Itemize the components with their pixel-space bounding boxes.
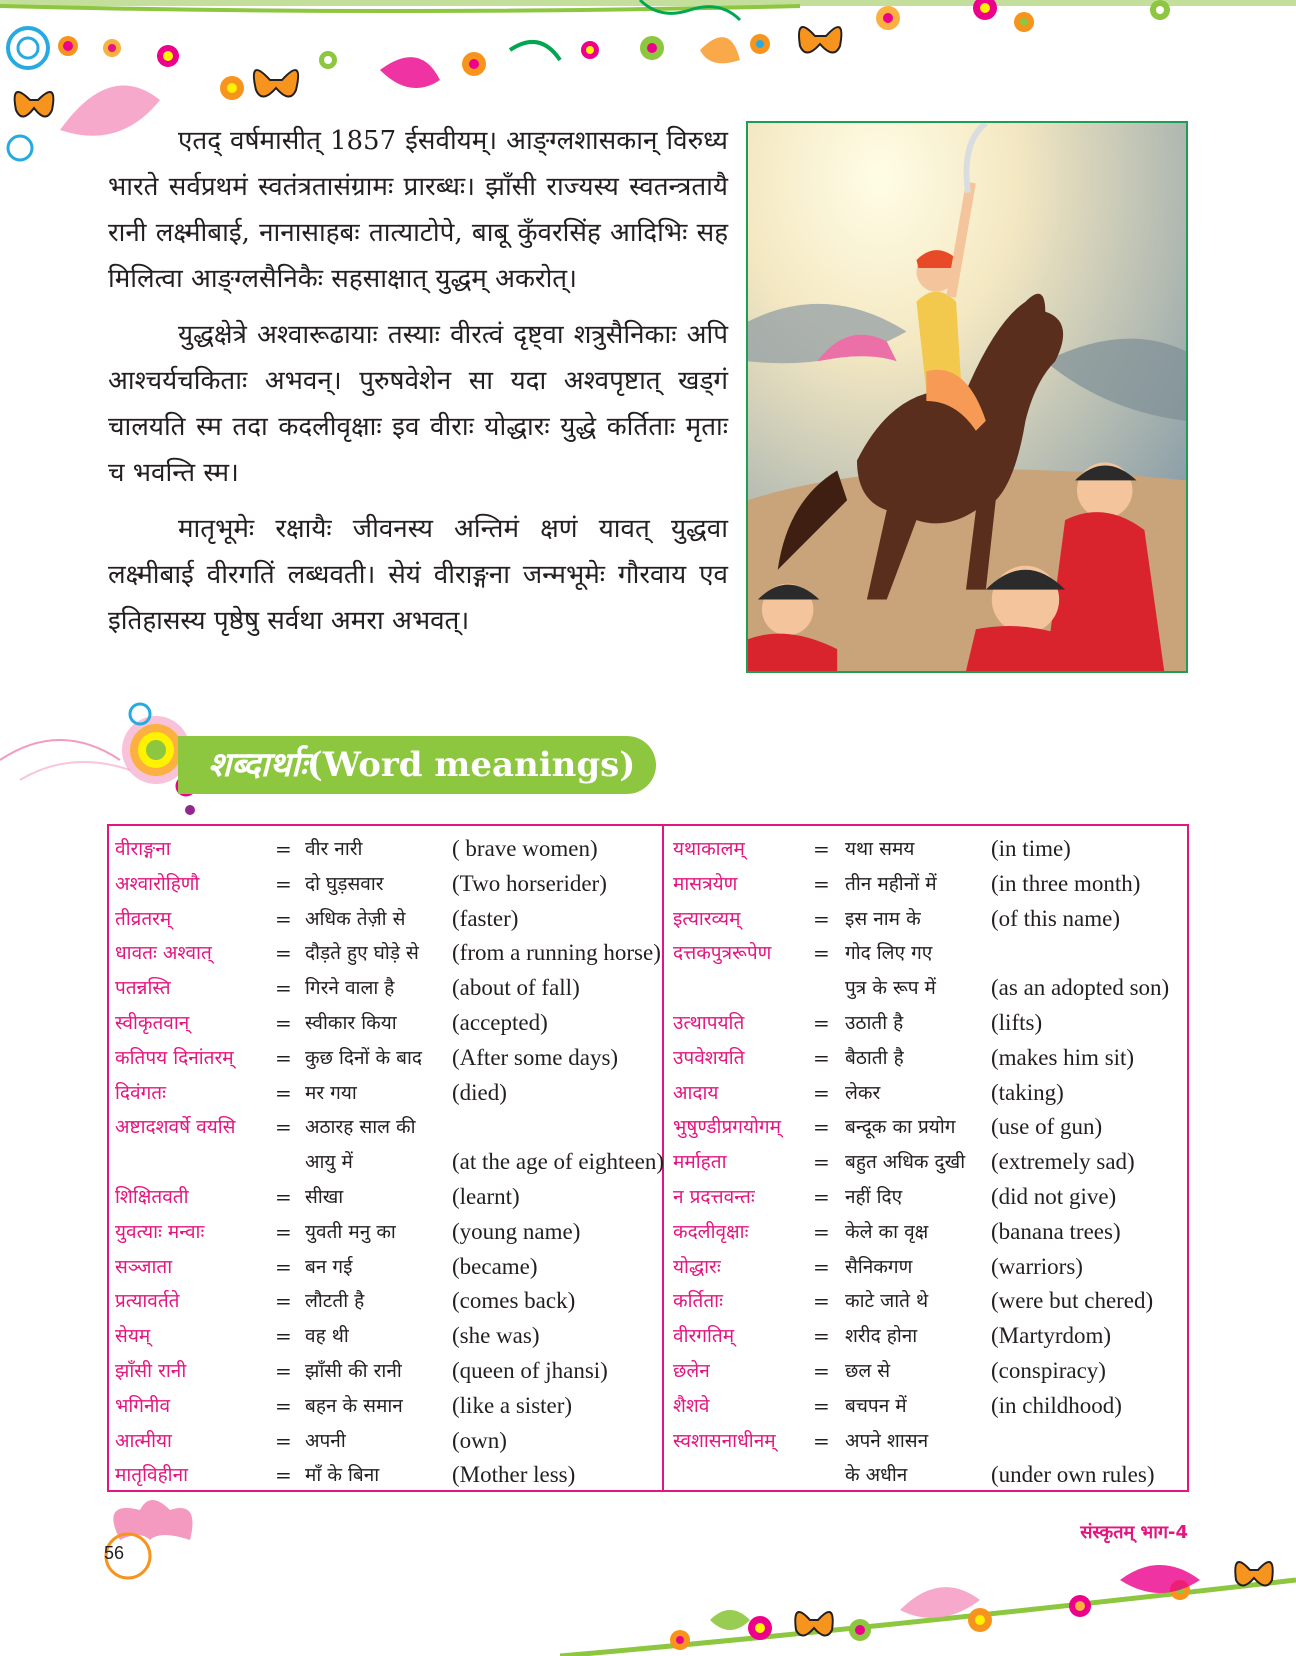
english-meaning: (in time) xyxy=(991,836,1071,861)
equals-sign: = xyxy=(275,1010,292,1035)
sanskrit-word: वीरगतिम् xyxy=(673,1325,735,1348)
hindi-meaning: इस नाम के xyxy=(845,907,921,930)
english-meaning: (extremely sad) xyxy=(991,1149,1135,1175)
equals-sign: = xyxy=(813,1010,830,1035)
sanskrit-word: झाँसी रानी xyxy=(115,1359,187,1382)
hindi-meaning: छल से xyxy=(845,1359,891,1382)
word-meaning-row xyxy=(115,1076,661,1111)
word-meaning-row xyxy=(115,867,661,902)
hindi-meaning: वह थी xyxy=(305,1325,349,1348)
equals-sign: = xyxy=(813,906,830,931)
passage-paragraph: मातृभूमेः रक्षायैः जीवनस्य अन्तिमं क्षणं यावत् युद्धवा लक्ष्मीबाई वीरगतिं लब्धवती। सेयं वीराङ्गना जन्मभूमेः गौरवाय एव इतिहासस्य पृष्ठेषु सर्वथा अमरा अभवत्। xyxy=(108,514,728,636)
word-meaning-row xyxy=(115,1319,661,1354)
sanskrit-word: प्रत्यावर्तते xyxy=(115,1290,180,1313)
equals-sign: = xyxy=(275,1254,292,1279)
equals-sign: = xyxy=(275,1428,292,1453)
sanskrit-word: मासत्रयेण xyxy=(673,872,738,895)
equals-sign: = xyxy=(813,1289,830,1314)
sanskrit-word: मर्माहता xyxy=(673,1151,727,1174)
word-meaning-row xyxy=(115,1389,661,1424)
equals-sign: = xyxy=(813,1080,830,1105)
sanskrit-word: शैशवे xyxy=(673,1394,710,1417)
english-meaning: (as an adopted son) xyxy=(991,975,1170,1001)
english-meaning: (queen of jhansi) xyxy=(452,1357,608,1383)
equals-sign: = xyxy=(275,1358,292,1383)
english-meaning: (banana trees) xyxy=(991,1218,1121,1244)
hindi-meaning: केले का वृक्ष xyxy=(845,1220,929,1243)
sanskrit-word: योद्धारः xyxy=(673,1255,721,1278)
english-meaning: (accepted) xyxy=(452,1009,548,1035)
heading-title xyxy=(208,736,635,794)
sanskrit-word: कर्तिताः xyxy=(673,1290,723,1313)
english-meaning: (became) xyxy=(452,1253,538,1279)
hindi-meaning: लौटती है xyxy=(305,1290,365,1313)
english-meaning: (under own rules) xyxy=(991,1462,1155,1488)
equals-sign: = xyxy=(275,837,292,861)
english-meaning: (from a running horse) xyxy=(452,940,661,966)
equals-sign: = xyxy=(813,941,830,966)
hindi-meaning: गिरने वाला है xyxy=(305,977,395,1000)
sanskrit-word: भगिनीव xyxy=(115,1394,171,1417)
english-meaning: (of this name) xyxy=(991,905,1121,931)
hindi-meaning: यथा समय xyxy=(845,838,915,860)
word-meaning-row xyxy=(115,971,661,1006)
word-meanings-heading xyxy=(0,700,680,820)
english-meaning: (lifts) xyxy=(991,1009,1043,1035)
english-meaning: (in three month) xyxy=(991,870,1141,896)
equals-sign: = xyxy=(813,1393,830,1418)
equals-sign: = xyxy=(275,976,292,1001)
word-meaning-row xyxy=(673,1389,1185,1424)
sanskrit-word: भुषुण्डीप्रगयोगम् xyxy=(673,1116,781,1139)
hindi-meaning: बन गई xyxy=(305,1255,353,1278)
word-meaning-row xyxy=(115,1041,661,1076)
equals-sign: = xyxy=(813,871,830,896)
hindi-meaning: गोद लिए गए xyxy=(845,942,933,965)
equals-sign: = xyxy=(813,837,830,861)
english-meaning: (warriors) xyxy=(991,1253,1083,1279)
english-meaning: (comes back) xyxy=(452,1288,576,1314)
sanskrit-word: मातृविहीना xyxy=(115,1464,189,1487)
sanskrit-word: स्वशासनाधीनम् xyxy=(673,1429,776,1452)
sanskrit-word: कतिपय दिनांतरम् xyxy=(115,1046,234,1069)
meanings-left-column xyxy=(115,832,664,1493)
word-meaning-row xyxy=(115,1284,661,1319)
word-meaning-row xyxy=(115,1424,661,1459)
equals-sign: = xyxy=(275,906,292,931)
sanskrit-word: धावतः अश्वात् xyxy=(115,942,212,965)
sanskrit-word: युवत्याः मन्वाः xyxy=(115,1220,205,1243)
sanskrit-word: यथाकालम् xyxy=(673,838,745,860)
sanskrit-word: उत्थापयति xyxy=(673,1011,745,1034)
equals-sign: = xyxy=(275,941,292,966)
hindi-meaning: वीर नारी xyxy=(305,838,363,860)
english-meaning: (use of gun) xyxy=(991,1114,1103,1140)
english-meaning: (in childhood) xyxy=(991,1392,1122,1418)
hindi-meaning: बहुत अधिक दुखी xyxy=(845,1151,966,1174)
sanskrit-word: आत्मीया xyxy=(115,1429,172,1452)
word-meaning-row xyxy=(673,936,1185,971)
english-meaning: (died) xyxy=(452,1079,507,1105)
word-meaning-row xyxy=(673,1424,1185,1459)
sanskrit-word: छलेन xyxy=(673,1359,710,1382)
equals-sign: = xyxy=(813,1358,830,1383)
word-meaning-row xyxy=(115,936,661,971)
word-meaning-row xyxy=(673,867,1185,902)
word-meanings-table xyxy=(107,824,1189,1492)
word-meaning-row xyxy=(673,1006,1185,1041)
sanskrit-word: दत्तकपुत्ररूपेण xyxy=(673,942,772,965)
hindi-meaning: दौड़ते हुए घोड़े से xyxy=(305,942,419,965)
english-meaning: (learnt) xyxy=(452,1183,520,1209)
word-meaning-row xyxy=(673,1145,1185,1180)
sanskrit-word: वीराङ्गना xyxy=(115,838,171,860)
rani-lakshmibai-illustration xyxy=(746,121,1188,673)
hindi-meaning: अपनी xyxy=(305,1429,346,1452)
word-meaning-row xyxy=(673,1110,1185,1145)
word-meaning-row xyxy=(115,902,661,937)
word-meaning-row xyxy=(115,832,661,867)
english-meaning: (young name) xyxy=(452,1218,581,1244)
english-meaning: ( brave women) xyxy=(452,836,598,861)
sanskrit-word: सेयम् xyxy=(115,1325,151,1348)
sanskrit-word: दिवंगतः xyxy=(115,1081,166,1104)
word-meaning-row xyxy=(673,1076,1185,1111)
word-meaning-row xyxy=(673,1284,1185,1319)
word-meaning-row xyxy=(115,1145,664,1180)
word-meaning-row xyxy=(115,1110,661,1145)
sanskrit-word: आदाय xyxy=(673,1081,719,1104)
sanskrit-word: अश्वारोहिणौ xyxy=(115,872,200,895)
hindi-meaning: कुछ दिनों के बाद xyxy=(305,1046,422,1069)
word-meaning-row xyxy=(115,1354,661,1389)
hindi-meaning: तीन महीनों में xyxy=(845,872,937,895)
hindi-meaning: अधिक तेज़ी से xyxy=(305,907,406,930)
sanskrit-word: कदलीवृक्षाः xyxy=(673,1220,749,1243)
hindi-meaning: अपने शासन xyxy=(845,1429,929,1452)
equals-sign: = xyxy=(813,1184,830,1209)
passage-paragraph: एतद् वर्षमासीत् 1857 ईसवीयम्। आङ्ग्लशासकान् विरुध्य भारते सर्वप्रथमं स्वतंत्रतासंग्रामः प्रारब्धः। झाँसी राज्यस्य स्वतन्त्रतायै रानी लक्ष्मीबाई, नानासाहबः तात्याटोपे, बाबू कुँवरसिंह आदिभिः सह मिलित्वा आङ्ग्लसैनिकैः सहसाक्षात् युद्धम् अकरोत्। xyxy=(108,126,728,294)
word-meaning-row xyxy=(115,1180,661,1215)
equals-sign: = xyxy=(275,1463,292,1488)
page-number: 56 xyxy=(104,1543,125,1563)
hindi-meaning: काटे जाते थे xyxy=(845,1290,929,1313)
equals-sign: = xyxy=(275,871,292,896)
hindi-meaning: माँ के बिना xyxy=(305,1464,380,1487)
sanskrit-passage xyxy=(108,118,728,654)
hindi-meaning: बैठाती है xyxy=(845,1046,904,1069)
equals-sign: = xyxy=(275,1080,292,1105)
sanskrit-word: सञ्जाता xyxy=(115,1255,173,1278)
word-meaning-row xyxy=(115,1458,661,1493)
word-meaning-row xyxy=(673,971,1185,1006)
sanskrit-word: अष्टादशवर्षे वयसि xyxy=(115,1116,236,1139)
equals-sign: = xyxy=(275,1184,292,1209)
word-meaning-row xyxy=(673,1354,1185,1389)
hindi-meaning: बहन के समान xyxy=(305,1394,403,1417)
hindi-meaning: शरीद होना xyxy=(845,1325,918,1348)
word-meaning-row xyxy=(673,1180,1185,1215)
meanings-right-column xyxy=(673,832,1185,1493)
sanskrit-word: इत्यारव्यम् xyxy=(673,907,741,930)
passage-paragraph: युद्धक्षेत्रे अश्वारूढायाः तस्याः वीरत्वं दृष्ट्वा शत्रुसैनिकाः अपि आश्चर्यचकिताः अभवन्। पुरुषवेशेन सा यदा अश्वपृष्टात् खड्गं चालयति स्म तदा कदलीवृक्षाः इव वीराः योद्धारः युद्धे कर्तिताः मृताः च भवन्ति स्म। xyxy=(108,320,728,488)
word-meaning-row xyxy=(673,1250,1185,1285)
equals-sign: = xyxy=(275,1219,292,1244)
english-meaning: (conspiracy) xyxy=(991,1357,1106,1383)
equals-sign: = xyxy=(275,1115,292,1140)
english-meaning: (Martyrdom) xyxy=(991,1323,1112,1349)
book-title: संस्कृतम् भाग-4 xyxy=(1080,1522,1188,1543)
hindi-meaning: झाँसी की रानी xyxy=(305,1359,402,1382)
bottom-decorative-border xyxy=(560,1550,1296,1656)
english-meaning: (Two horserider) xyxy=(452,870,607,896)
english-meaning: (After some days) xyxy=(452,1044,619,1070)
english-meaning: (like a sister) xyxy=(452,1392,573,1418)
equals-sign: = xyxy=(275,1045,292,1070)
hindi-meaning: मर गया xyxy=(305,1081,357,1104)
english-meaning: (makes him sit) xyxy=(991,1044,1135,1070)
hindi-meaning: बन्दूक का प्रयोग xyxy=(845,1116,956,1139)
swirl-icon xyxy=(8,28,48,160)
hindi-meaning: उठाती है xyxy=(845,1011,904,1034)
equals-sign: = xyxy=(813,1115,830,1140)
word-meaning-row xyxy=(673,1215,1185,1250)
flower-icon xyxy=(58,0,1170,100)
hindi-meaning: पुत्र के रूप में xyxy=(845,977,936,1000)
hindi-meaning: के अधीन xyxy=(845,1464,908,1487)
equals-sign: = xyxy=(813,1324,830,1349)
word-meaning-row xyxy=(115,1250,661,1285)
word-meaning-row xyxy=(673,832,1185,867)
equals-sign: = xyxy=(813,1045,830,1070)
english-meaning: (were but chered) xyxy=(991,1288,1154,1314)
equals-sign: = xyxy=(813,1150,830,1175)
english-meaning: (own) xyxy=(452,1427,507,1453)
word-meaning-row xyxy=(673,1041,1185,1076)
leaf-icon xyxy=(60,0,740,136)
sanskrit-word: उपवेशयति xyxy=(673,1046,745,1069)
heading-english: (Word meanings) xyxy=(306,745,636,785)
english-meaning: (taking) xyxy=(991,1079,1064,1105)
equals-sign: = xyxy=(813,1219,830,1244)
hindi-meaning: बचपन में xyxy=(845,1394,907,1417)
equals-sign: = xyxy=(275,1289,292,1314)
hindi-meaning: लेकर xyxy=(845,1081,881,1104)
english-meaning: (at the age of eighteen) xyxy=(452,1149,664,1175)
heading-hindi: शब्दार्थाः xyxy=(208,745,307,785)
word-meaning-row xyxy=(115,1006,661,1041)
english-meaning: (faster) xyxy=(452,905,519,931)
hindi-meaning: सैनिकगण xyxy=(845,1255,913,1278)
equals-sign: = xyxy=(275,1393,292,1418)
sanskrit-word: शिक्षितवती xyxy=(115,1185,189,1208)
equals-sign: = xyxy=(275,1324,292,1349)
english-meaning: (she was) xyxy=(452,1323,540,1349)
english-meaning: (did not give) xyxy=(991,1183,1117,1209)
hindi-meaning: दो घुड़सवार xyxy=(305,872,384,895)
word-meaning-row xyxy=(115,1215,661,1250)
word-meaning-row xyxy=(673,902,1185,937)
word-meaning-row xyxy=(673,1319,1185,1354)
hindi-meaning: नहीं दिए xyxy=(845,1185,903,1208)
sanskrit-word: पतन्नस्ति xyxy=(115,977,171,1000)
hindi-meaning: स्वीकार किया xyxy=(305,1011,397,1034)
sanskrit-word: स्वीकृतवान् xyxy=(115,1011,190,1034)
hindi-meaning: अठारह साल की xyxy=(305,1116,416,1139)
equals-sign: = xyxy=(813,1428,830,1453)
english-meaning: (about of fall) xyxy=(452,975,580,1001)
hindi-meaning: युवती मनु का xyxy=(305,1220,396,1243)
hindi-meaning: सीखा xyxy=(305,1185,344,1208)
equals-sign: = xyxy=(813,1254,830,1279)
word-meaning-row xyxy=(673,1458,1185,1493)
english-meaning: (Mother less) xyxy=(452,1462,576,1488)
sanskrit-word: न प्रदत्तवन्तः xyxy=(673,1185,755,1208)
sanskrit-word: तीव्रतरम् xyxy=(115,907,172,930)
hindi-meaning: आयु में xyxy=(305,1151,353,1174)
